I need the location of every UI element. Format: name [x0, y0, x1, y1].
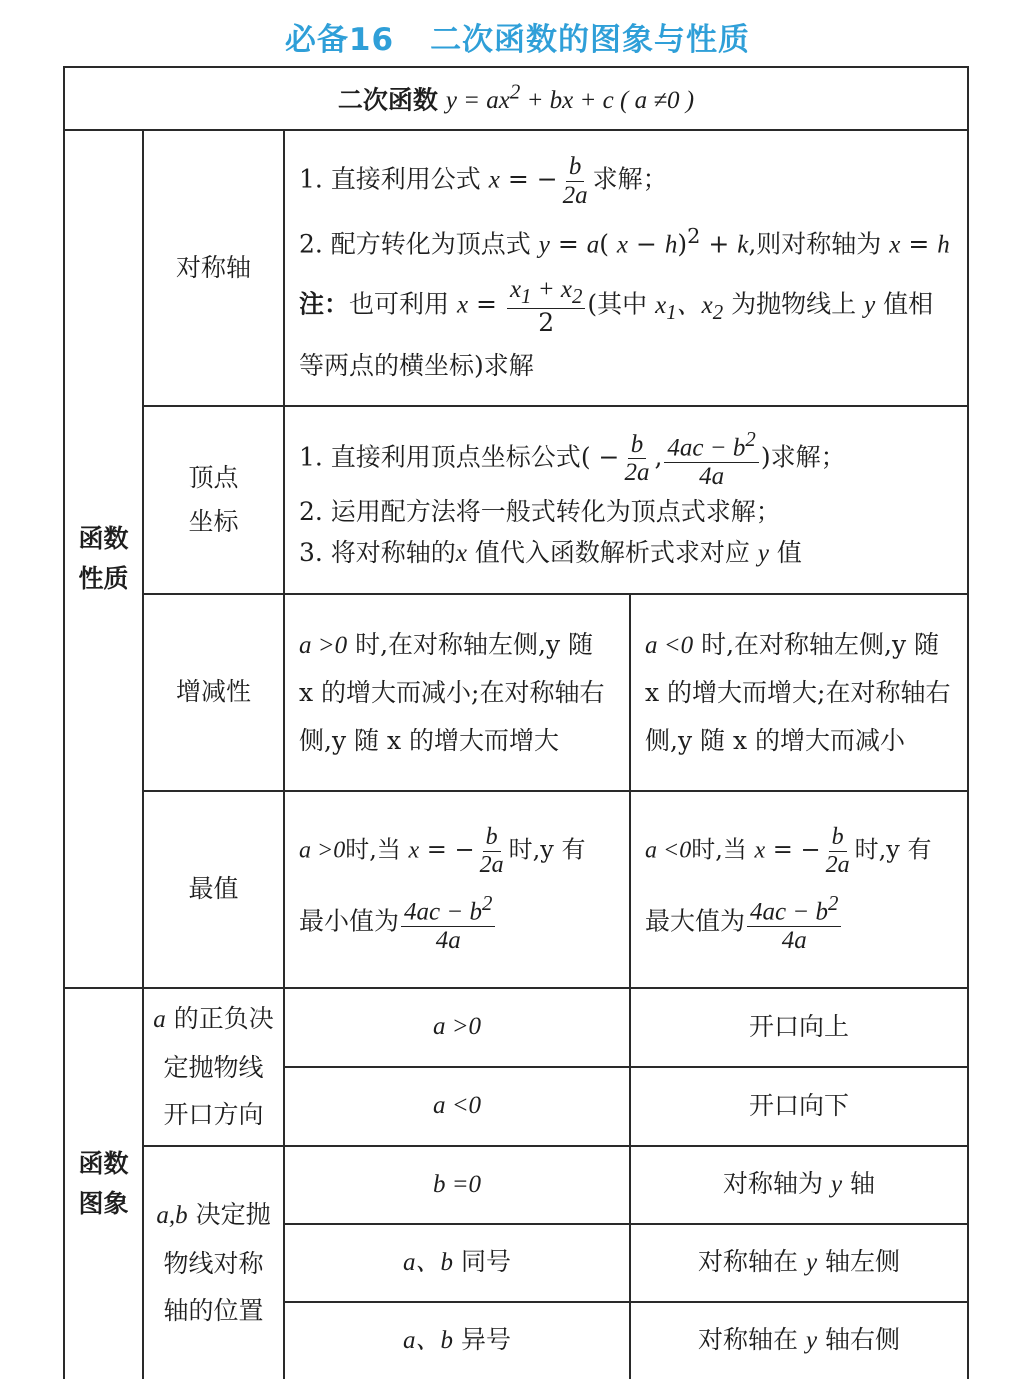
axispos-result-2: 对称轴在 y 轴左侧 [697, 1247, 901, 1277]
opening-cond-1: a >0 [432, 1013, 482, 1041]
axispos-cond-3: a、b 异号 [403, 1325, 511, 1355]
title-main: 二次函数的图象与性质 [430, 22, 751, 58]
table-header [65, 68, 967, 129]
extreme-negative: a <0时,当 x = − $\frac{b}{2a}$ 时,y 有 最大值为 $\frac{4ac - b^2}{4a}$ [645, 824, 932, 955]
extreme-positive: a >0时,当 x = − $\frac{b}{2a}$ 时,y 有 最小值为 $\frac{4ac - b^2}{4a}$ [299, 824, 586, 955]
title-prefix: 必备16 [284, 22, 395, 58]
axispos-cond-1: b =0 [432, 1170, 482, 1198]
axispos-cond-2: a、b 同号 [403, 1247, 511, 1277]
opening-result-1: 开口向上 [748, 1012, 849, 1042]
axis-note-cont: 等两点的横坐标)求解 [299, 351, 534, 381]
monotonic-label: 增减性 [175, 677, 251, 707]
axis-content [285, 131, 967, 405]
vertex-content [285, 407, 967, 593]
border-right [967, 66, 969, 1379]
section-graph-label: 函数 图象 [78, 1148, 129, 1218]
opening-result-2: 开口向下 [748, 1091, 849, 1121]
header-formula: $y = ax^2$ + bx + c ( a ≠0 ) [445, 80, 695, 115]
vertex-label: 顶点 坐标 [188, 462, 239, 536]
page-title [0, 14, 1035, 59]
vertex-item-3: 3. 将对称轴的x 值代入函数解析式求对应 y 值 [299, 537, 802, 567]
vertex-item-2: 2. 运用配方法将一般式转化为顶点式求解； [299, 497, 781, 527]
opening-cond-2: a <0 [432, 1092, 482, 1120]
monotonic-positive: a >0 时,在对称轴左侧,y 随 x 的增大而减小;在对称轴右侧,y 随 x 的增大而增大 [299, 629, 605, 755]
opening-label: a 的正负决 定抛物线 开口方向 [153, 1004, 274, 1130]
section-properties-label: 函数 性质 [78, 523, 129, 593]
extreme-label: 最值 [188, 874, 239, 904]
axis-position-label: a,b 决定抛 物线对称 轴的位置 [156, 1200, 271, 1326]
axispos-result-3: 对称轴在 y 轴右侧 [697, 1325, 901, 1355]
axispos-result-1: 对称轴为 y 轴 [722, 1169, 876, 1199]
monotonic-negative: a <0 时,在对称轴左侧,y 随 x 的增大而增大;在对称轴右侧,y 随 x 的增大而减小 [645, 629, 951, 755]
vertex-item-1: 1. 直接利用顶点坐标公式( − $\frac{b}{2a}$ , $\frac{4ac - b^2}{4a}$ )求解； [299, 426, 846, 490]
header-label: 二次函数 [337, 85, 438, 115]
axis-label: 对称轴 [175, 252, 251, 282]
axis-item-2: 2. 配方转化为顶点式 y = a( x − h)$^2$ + k,则对称轴为 x = h [299, 224, 950, 259]
axis-item-1: 1. 直接利用公式 x = − $\frac{b}{2a}$ 求解； [299, 153, 668, 209]
axis-note: 注：也可利用 x = $\frac{x_1 + x_2}{2}$ (其中 $x_1$、$x_2$ 为抛物线上 y 值相 [299, 275, 934, 337]
